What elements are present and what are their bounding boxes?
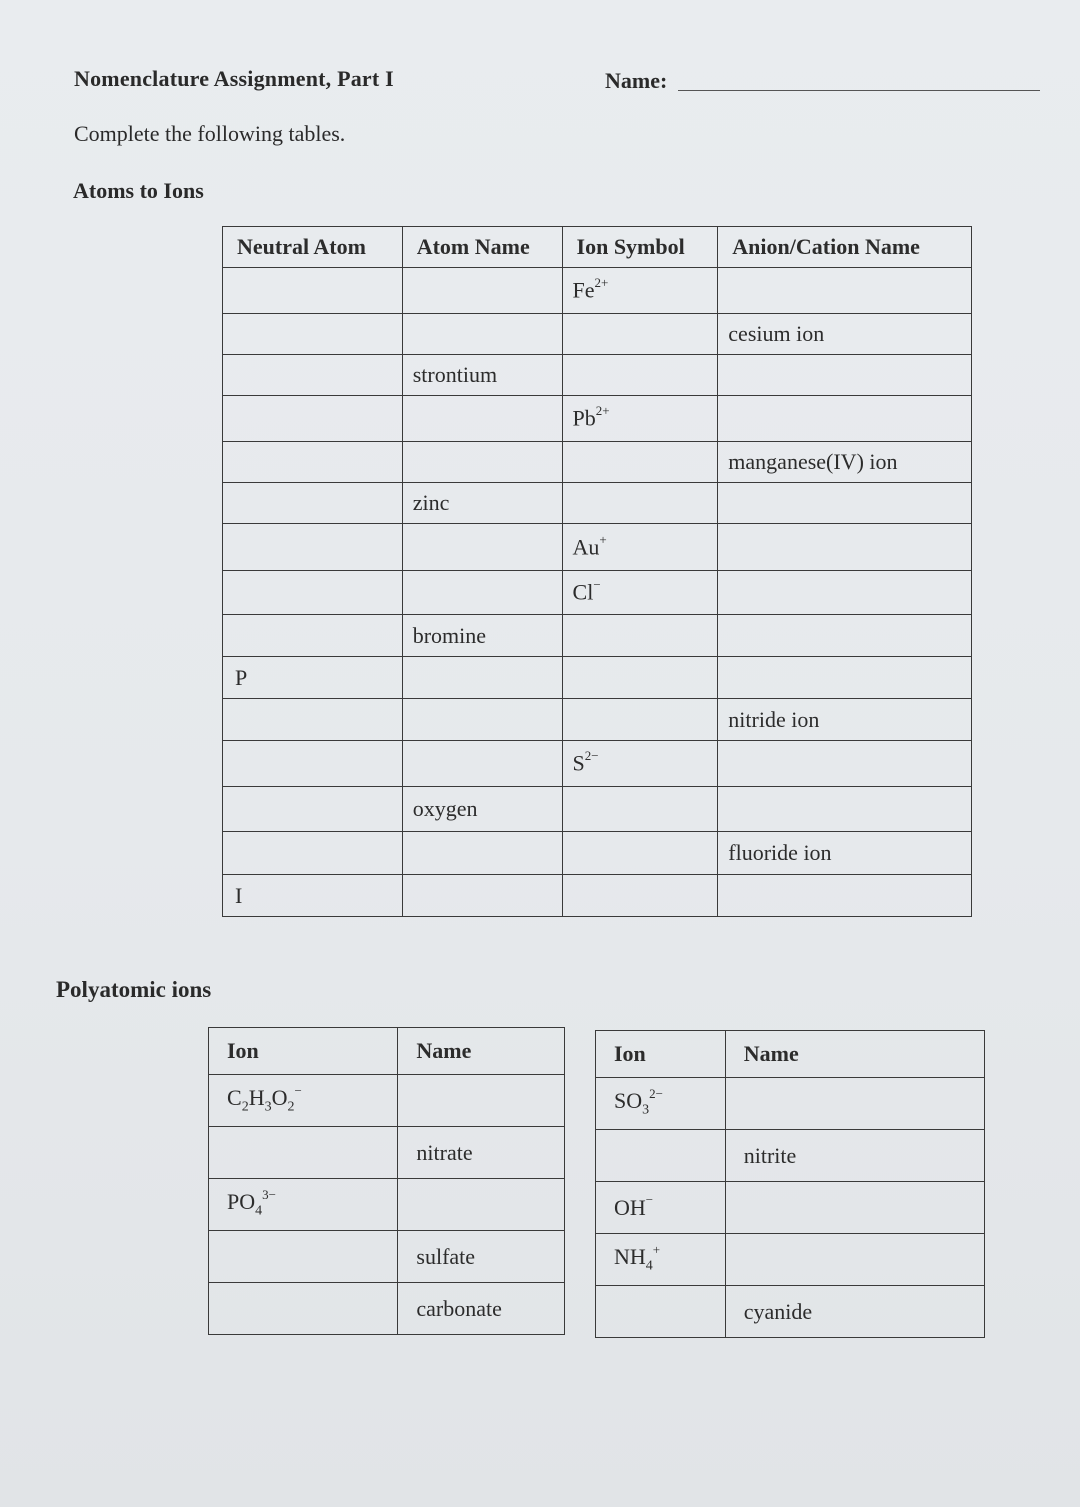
table-row bbox=[223, 615, 972, 657]
ion-name-cell[interactable] bbox=[718, 875, 972, 917]
ion-symbol-cell[interactable] bbox=[562, 396, 718, 442]
ion-name-cell[interactable] bbox=[725, 1234, 984, 1286]
table-row bbox=[223, 314, 972, 355]
ion-symbol-charge: − bbox=[593, 577, 601, 593]
ion-symbol-cell[interactable] bbox=[562, 483, 718, 524]
neutral-atom-cell[interactable] bbox=[223, 571, 403, 615]
table-row bbox=[223, 571, 972, 615]
ion-name-cell[interactable]: manganese(IV) ion bbox=[718, 442, 972, 483]
atom-name-cell[interactable] bbox=[402, 268, 562, 314]
atom-name-cell[interactable] bbox=[402, 396, 562, 442]
neutral-atom-cell[interactable] bbox=[223, 355, 403, 396]
ion-symbol-base: Cl bbox=[572, 579, 594, 605]
ion-symbol-charge: 2+ bbox=[595, 403, 610, 419]
ion-name-cell[interactable]: carbonate bbox=[398, 1283, 565, 1335]
ion-name-cell[interactable] bbox=[718, 524, 972, 571]
ion-name-cell[interactable]: fluoride ion bbox=[718, 832, 972, 875]
ion-name-cell[interactable]: cyanide bbox=[725, 1286, 984, 1338]
neutral-atom-cell[interactable] bbox=[223, 442, 403, 483]
ion-symbol bbox=[573, 277, 609, 303]
table-row bbox=[209, 1231, 565, 1283]
ion-symbol-cell[interactable] bbox=[562, 615, 718, 657]
neutral-atom-cell[interactable] bbox=[223, 396, 403, 442]
ion-name-cell[interactable]: cesium ion bbox=[718, 314, 972, 355]
table-row bbox=[596, 1182, 985, 1234]
ion-symbol-cell[interactable] bbox=[562, 741, 718, 787]
atoms-to-ions-table bbox=[222, 226, 972, 917]
table-row bbox=[223, 832, 972, 875]
polyatomic-table-left bbox=[208, 1027, 565, 1335]
atoms-to-ions-heading: Atoms to Ions bbox=[73, 178, 204, 203]
ion-symbol-cell[interactable] bbox=[562, 832, 718, 875]
ion-name-cell[interactable]: nitride ion bbox=[718, 699, 972, 741]
atom-name-cell[interactable]: bromine bbox=[402, 615, 562, 657]
table-row bbox=[223, 699, 972, 741]
ion-symbol-cell[interactable] bbox=[562, 657, 718, 699]
table-row bbox=[596, 1286, 985, 1338]
neutral-atom-cell[interactable] bbox=[223, 615, 403, 657]
ion-name-cell[interactable] bbox=[718, 268, 972, 314]
neutral-atom-cell[interactable]: P bbox=[223, 657, 403, 699]
ion-name-cell[interactable]: nitrate bbox=[398, 1127, 565, 1179]
neutral-atom-cell[interactable] bbox=[223, 699, 403, 741]
ion-formula: $PO_4^{3-}$ bbox=[227, 1187, 276, 1219]
name-label: Name: bbox=[605, 68, 668, 93]
ion-symbol-cell[interactable] bbox=[562, 268, 718, 314]
table-row bbox=[209, 1179, 565, 1231]
ion-name-cell[interactable]: sulfate bbox=[398, 1231, 565, 1283]
polyatomic-ions-heading: Polyatomic ions bbox=[56, 977, 212, 1002]
ion-symbol-cell[interactable] bbox=[562, 355, 718, 396]
atom-name-cell[interactable] bbox=[402, 741, 562, 787]
ion-formula: $C_2H_3O_2^-$ bbox=[227, 1083, 302, 1115]
column-header-name: Name bbox=[398, 1028, 565, 1075]
table-row bbox=[223, 442, 972, 483]
table-header-row bbox=[596, 1031, 985, 1078]
table-row bbox=[596, 1234, 985, 1286]
ion-name-cell[interactable] bbox=[718, 787, 972, 832]
ion-symbol-cell[interactable] bbox=[562, 442, 718, 483]
ion-symbol-cell[interactable] bbox=[562, 524, 718, 571]
table-row bbox=[596, 1130, 985, 1182]
neutral-atom-cell[interactable] bbox=[223, 483, 403, 524]
atom-name-cell[interactable] bbox=[402, 699, 562, 741]
ion-formula: $NH_4^+$ bbox=[614, 1242, 661, 1274]
column-header-ion-symbol: Ion Symbol bbox=[562, 227, 718, 268]
ion-name-cell[interactable] bbox=[725, 1078, 984, 1130]
ion-formula-cell[interactable] bbox=[209, 1127, 398, 1179]
ion-symbol-base: S bbox=[572, 750, 585, 776]
ion-formula-cell[interactable] bbox=[596, 1130, 726, 1182]
table-row bbox=[209, 1127, 565, 1179]
atom-name-cell[interactable] bbox=[402, 657, 562, 699]
ion-symbol-charge: 2− bbox=[584, 748, 599, 764]
ion-symbol-charge: 2+ bbox=[594, 275, 609, 291]
neutral-atom-cell[interactable] bbox=[223, 741, 403, 787]
ion-symbol-cell[interactable] bbox=[562, 314, 718, 355]
neutral-atom-cell[interactable] bbox=[223, 787, 403, 832]
table-row bbox=[223, 787, 972, 832]
ion-symbol bbox=[572, 531, 607, 560]
atom-name-cell[interactable]: strontium bbox=[402, 355, 562, 396]
ion-name-cell[interactable] bbox=[725, 1182, 984, 1234]
ion-name-cell[interactable] bbox=[718, 657, 972, 699]
polyatomic-table-right bbox=[595, 1030, 985, 1338]
ion-name-cell[interactable] bbox=[718, 355, 972, 396]
ion-formula-cell[interactable] bbox=[209, 1075, 398, 1127]
atom-name-cell[interactable] bbox=[402, 875, 562, 917]
column-header-neutral-atom: Neutral Atom bbox=[223, 227, 403, 268]
atom-name-cell[interactable] bbox=[402, 442, 562, 483]
ion-formula-cell[interactable] bbox=[596, 1234, 726, 1286]
column-header-ion: Ion bbox=[596, 1031, 726, 1078]
neutral-atom-cell[interactable] bbox=[223, 268, 403, 314]
atom-name-cell[interactable] bbox=[402, 832, 562, 875]
ion-name-cell[interactable] bbox=[718, 396, 972, 442]
atom-name-cell[interactable] bbox=[402, 314, 562, 355]
neutral-atom-cell[interactable] bbox=[223, 832, 403, 875]
ion-name-cell[interactable] bbox=[398, 1075, 565, 1127]
table-row bbox=[223, 875, 972, 917]
page-title: Nomenclature Assignment, Part I bbox=[74, 66, 394, 91]
neutral-atom-cell[interactable]: I bbox=[223, 875, 403, 917]
table-header-row bbox=[223, 227, 972, 268]
instructions: Complete the following tables. bbox=[74, 121, 346, 146]
ion-formula-cell[interactable] bbox=[209, 1231, 398, 1283]
ion-symbol-base: Pb bbox=[572, 405, 596, 431]
ion-formula-cell[interactable] bbox=[596, 1182, 726, 1234]
ion-symbol-base: Au bbox=[572, 534, 600, 560]
column-header-ion: Ion bbox=[209, 1028, 398, 1075]
ion-symbol-cell[interactable] bbox=[562, 571, 718, 615]
table-row bbox=[596, 1078, 985, 1130]
table-row bbox=[223, 268, 972, 314]
atom-name-cell[interactable]: oxygen bbox=[402, 787, 562, 832]
name-write-line[interactable] bbox=[678, 90, 1040, 91]
ion-symbol-cell[interactable] bbox=[562, 875, 718, 917]
atom-name-cell[interactable] bbox=[402, 571, 562, 615]
table-row bbox=[223, 741, 972, 787]
ion-formula-cell[interactable] bbox=[209, 1179, 398, 1231]
table-row bbox=[209, 1283, 565, 1335]
ion-formula-cell[interactable] bbox=[596, 1286, 726, 1338]
ion-name-cell[interactable] bbox=[718, 483, 972, 524]
ion-name-cell[interactable] bbox=[718, 615, 972, 657]
ion-name-cell[interactable] bbox=[398, 1179, 565, 1231]
table-header-row bbox=[209, 1028, 565, 1075]
table-row bbox=[223, 396, 972, 442]
ion-symbol bbox=[573, 750, 599, 776]
ion-symbol-cell[interactable] bbox=[562, 787, 718, 832]
neutral-atom-cell[interactable] bbox=[223, 314, 403, 355]
ion-symbol-base: Fe bbox=[572, 277, 595, 303]
table-row bbox=[223, 657, 972, 699]
table-row bbox=[209, 1075, 565, 1127]
ion-name-cell[interactable] bbox=[718, 571, 972, 615]
column-header-atom-name: Atom Name bbox=[402, 227, 562, 268]
ion-formula-cell[interactable] bbox=[209, 1283, 398, 1335]
table-row bbox=[223, 483, 972, 524]
ion-name-cell[interactable] bbox=[718, 741, 972, 787]
atom-name-cell[interactable]: zinc bbox=[402, 483, 562, 524]
column-header-ion-name: Anion/Cation Name bbox=[718, 227, 972, 268]
ion-symbol-cell[interactable] bbox=[562, 699, 718, 741]
ion-formula: OH− bbox=[614, 1192, 654, 1220]
ion-formula-cell[interactable] bbox=[596, 1078, 726, 1130]
atom-name-cell[interactable] bbox=[402, 524, 562, 571]
table-row bbox=[223, 355, 972, 396]
ion-symbol-charge: + bbox=[599, 531, 607, 547]
ion-symbol bbox=[573, 579, 601, 605]
column-header-name: Name bbox=[725, 1031, 984, 1078]
ion-symbol bbox=[573, 405, 610, 431]
ion-name-cell[interactable]: nitrite bbox=[725, 1130, 984, 1182]
table-row bbox=[223, 524, 972, 571]
neutral-atom-cell[interactable] bbox=[223, 524, 403, 571]
ion-formula: $SO_3^{2-}$ bbox=[614, 1086, 663, 1118]
